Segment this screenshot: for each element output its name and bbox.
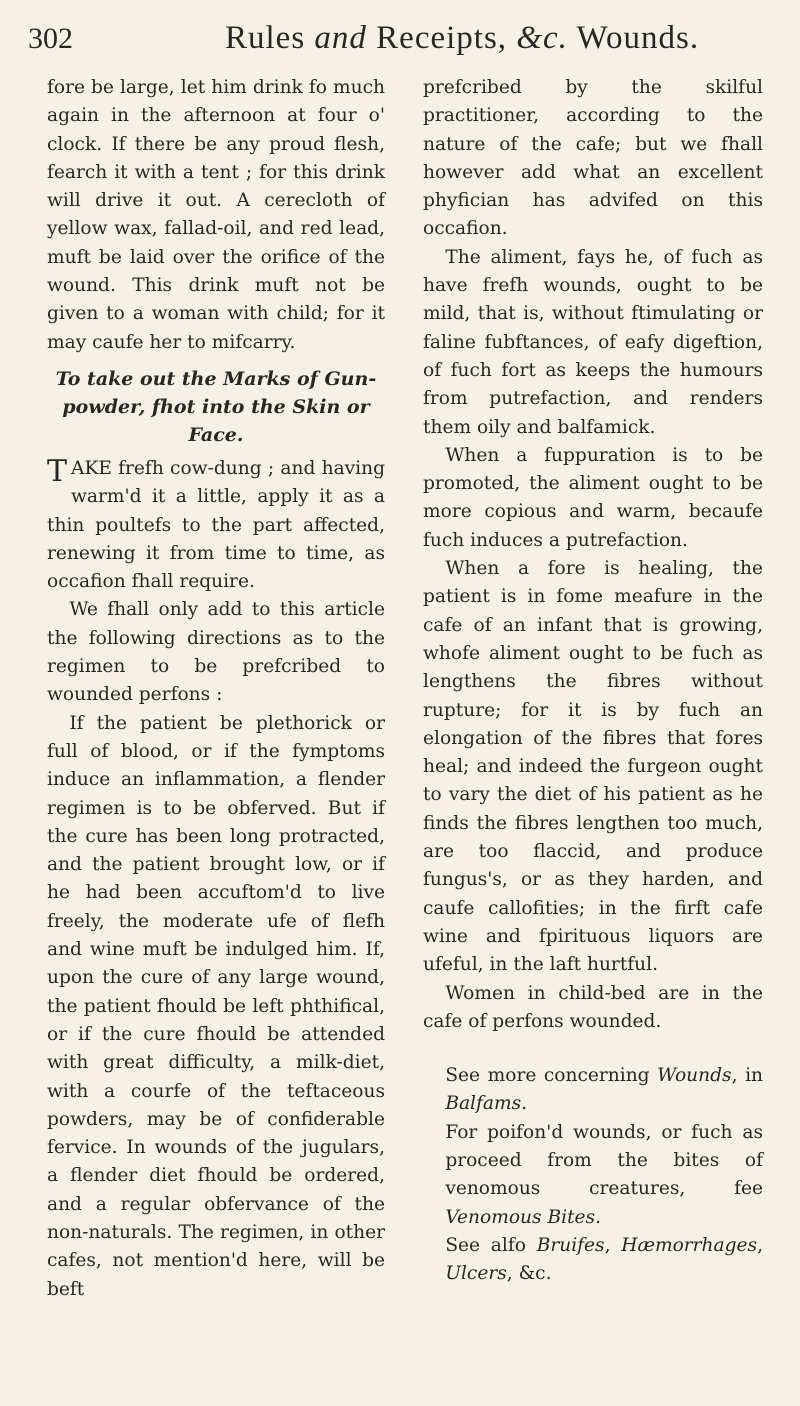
paragraph: If the patient be plethorick or full of blood, or if the fymptoms induce an inflammation, a flender regimen is to be obferved. But if the cure has been long protracted, and the patient brought low, or if he had been accuftom'd to live freely, the moderate ufe of flefh and wine muft be indulged him. If, upon the cure of any large wound, the patient fhould be left phthifical, or if the cure fhould be attended with great difficulty, a milk-diet, with a courfe of the teftaceous powders, may be of confiderable fervice. In wounds of the jugulars, a flender diet fhould be ordered, and a regular obfervance of the non-naturals. The regimen, in other cafes, not mention'd here, will be beft (47, 712, 385, 1300)
paragraph: prefcribed by the skilful practitioner, according to the nature of the cafe; but we fhall however add what an excellent phyfician has advifed on this occafion. (423, 77, 763, 240)
right-column (423, 74, 763, 1288)
paragraph: fore be large, let him drink fo much again in the afternoon at four o' clock. If there be any proud flesh, fearch it with a tent ; for this drink will drive it out. A cerecloth of yellow wax, fallad-oil, and red lead, muft be laid over the orifice of the wound. This drink muft not be given to a woman with child; for it may caufe her to mifcarry. (47, 77, 385, 353)
cross-reference: For poifon'd wounds, or fuch as proceed from the bites of venomous creatures, fee Venomous Bites. (445, 1121, 763, 1228)
running-head: Rules and Receipts, &c. Wounds. (225, 20, 700, 56)
drop-cap: T (47, 453, 68, 489)
paragraph: TAKE frefh cow-dung ; and having warm'd it a little, apply it as a thin poultefs to the part affected, renewing it from time to time, as occafion fhall require. (47, 453, 385, 593)
cross-reference: See more concerning Wounds, in Balfams. (445, 1065, 763, 1115)
cross-reference: See alfo Bruifes, Hæmorrhages, Ulcers, &c. (445, 1234, 763, 1285)
left-column (47, 74, 385, 1304)
page-header (0, 14, 800, 64)
page-number: 302 (28, 22, 73, 55)
paragraph: We fhall only add to this article the following directions as to the regimen to be prefcribed to wounded perfons : (47, 599, 385, 706)
paragraph: Women in child-bed are in the cafe of perfons wounded. (423, 982, 763, 1032)
paragraph: When a fuppuration is to be promoted, the aliment ought to be more copious and warm, becaufe fuch induces a putrefaction. (423, 444, 763, 551)
spacer (423, 1036, 763, 1062)
section-heading: To take out the Marks of Gun-powder, fhot into the Skin or Face. (55, 367, 377, 446)
paragraph: When a fore is healing, the patient is in fome meafure in the cafe of an infant that is growing, whofe aliment ought to be fuch as lengthens the fibres without rupture; for it is by fuch an elongation of the fibres that fores heal; and indeed the furgeon ought to vary the diet of his patient as he finds the fibres lengthen too much, are too flaccid, and produce fungus's, or as they harden, and caufe callofities; in the firft cafe wine and fpirituous liquors are ufeful, in the laft hurtful. (423, 558, 763, 976)
paragraph: The aliment, fays he, of fuch as have frefh wounds, ought to be mild, that is, without ftimulating or faline fubftances, of eafy digeftion, of fuch fort as keeps the humours from putrefaction, and renders them oily and balfamick. (423, 246, 763, 438)
